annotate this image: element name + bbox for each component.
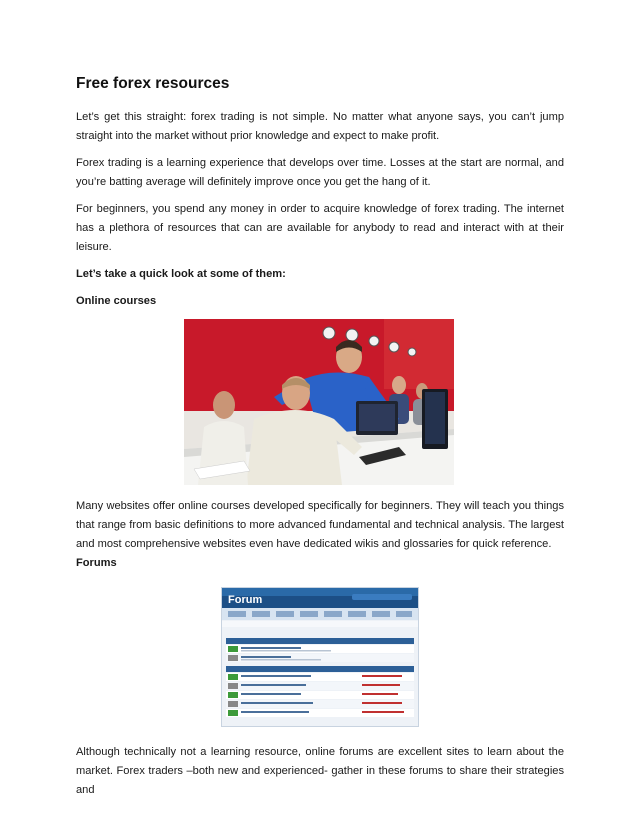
paragraph-beginners: For beginners, you spend any money in order to acquire knowledge of forex trading. The internet has a plethora of resources that can are available for anybody to read and interact with at their leisure. [76,203,564,253]
section-heading-forums: Forums [76,557,117,569]
forum-screenshot [221,587,419,727]
lead-in: Let’s take a quick look at some of them: [76,268,286,280]
document-title: Free forex resources [76,75,230,92]
online-courses-photo [184,319,454,485]
forum-logo: Forum [228,594,263,606]
section-heading-online-courses: Online courses [76,295,157,307]
paragraph-learning: Forex trading is a learning experience that develops over time. Losses at the start are normal, and you’re batting average will definitely improve once you get the hang of it. [76,157,564,188]
paragraph-online-courses: Many websites offer online courses developed specifically for beginners. They will teach you things that range from basic definitions to more advanced fundamental and technical analysis. The largest and most comprehensive websites even have dedicated wikis and glossaries for quick reference. [76,500,564,550]
paragraph-forums: Although technically not a learning resource, online forums are excellent sites to learn about the market. Forex traders –both new and experienced- gather in these forums to share their strategies and [76,746,564,796]
document-body [76,74,564,808]
paragraph-intro: Let’s get this straight: forex trading is not simple. No matter what anyone says, you can’t jump straight into the market without prior knowledge and expect to make profit. [76,111,564,142]
